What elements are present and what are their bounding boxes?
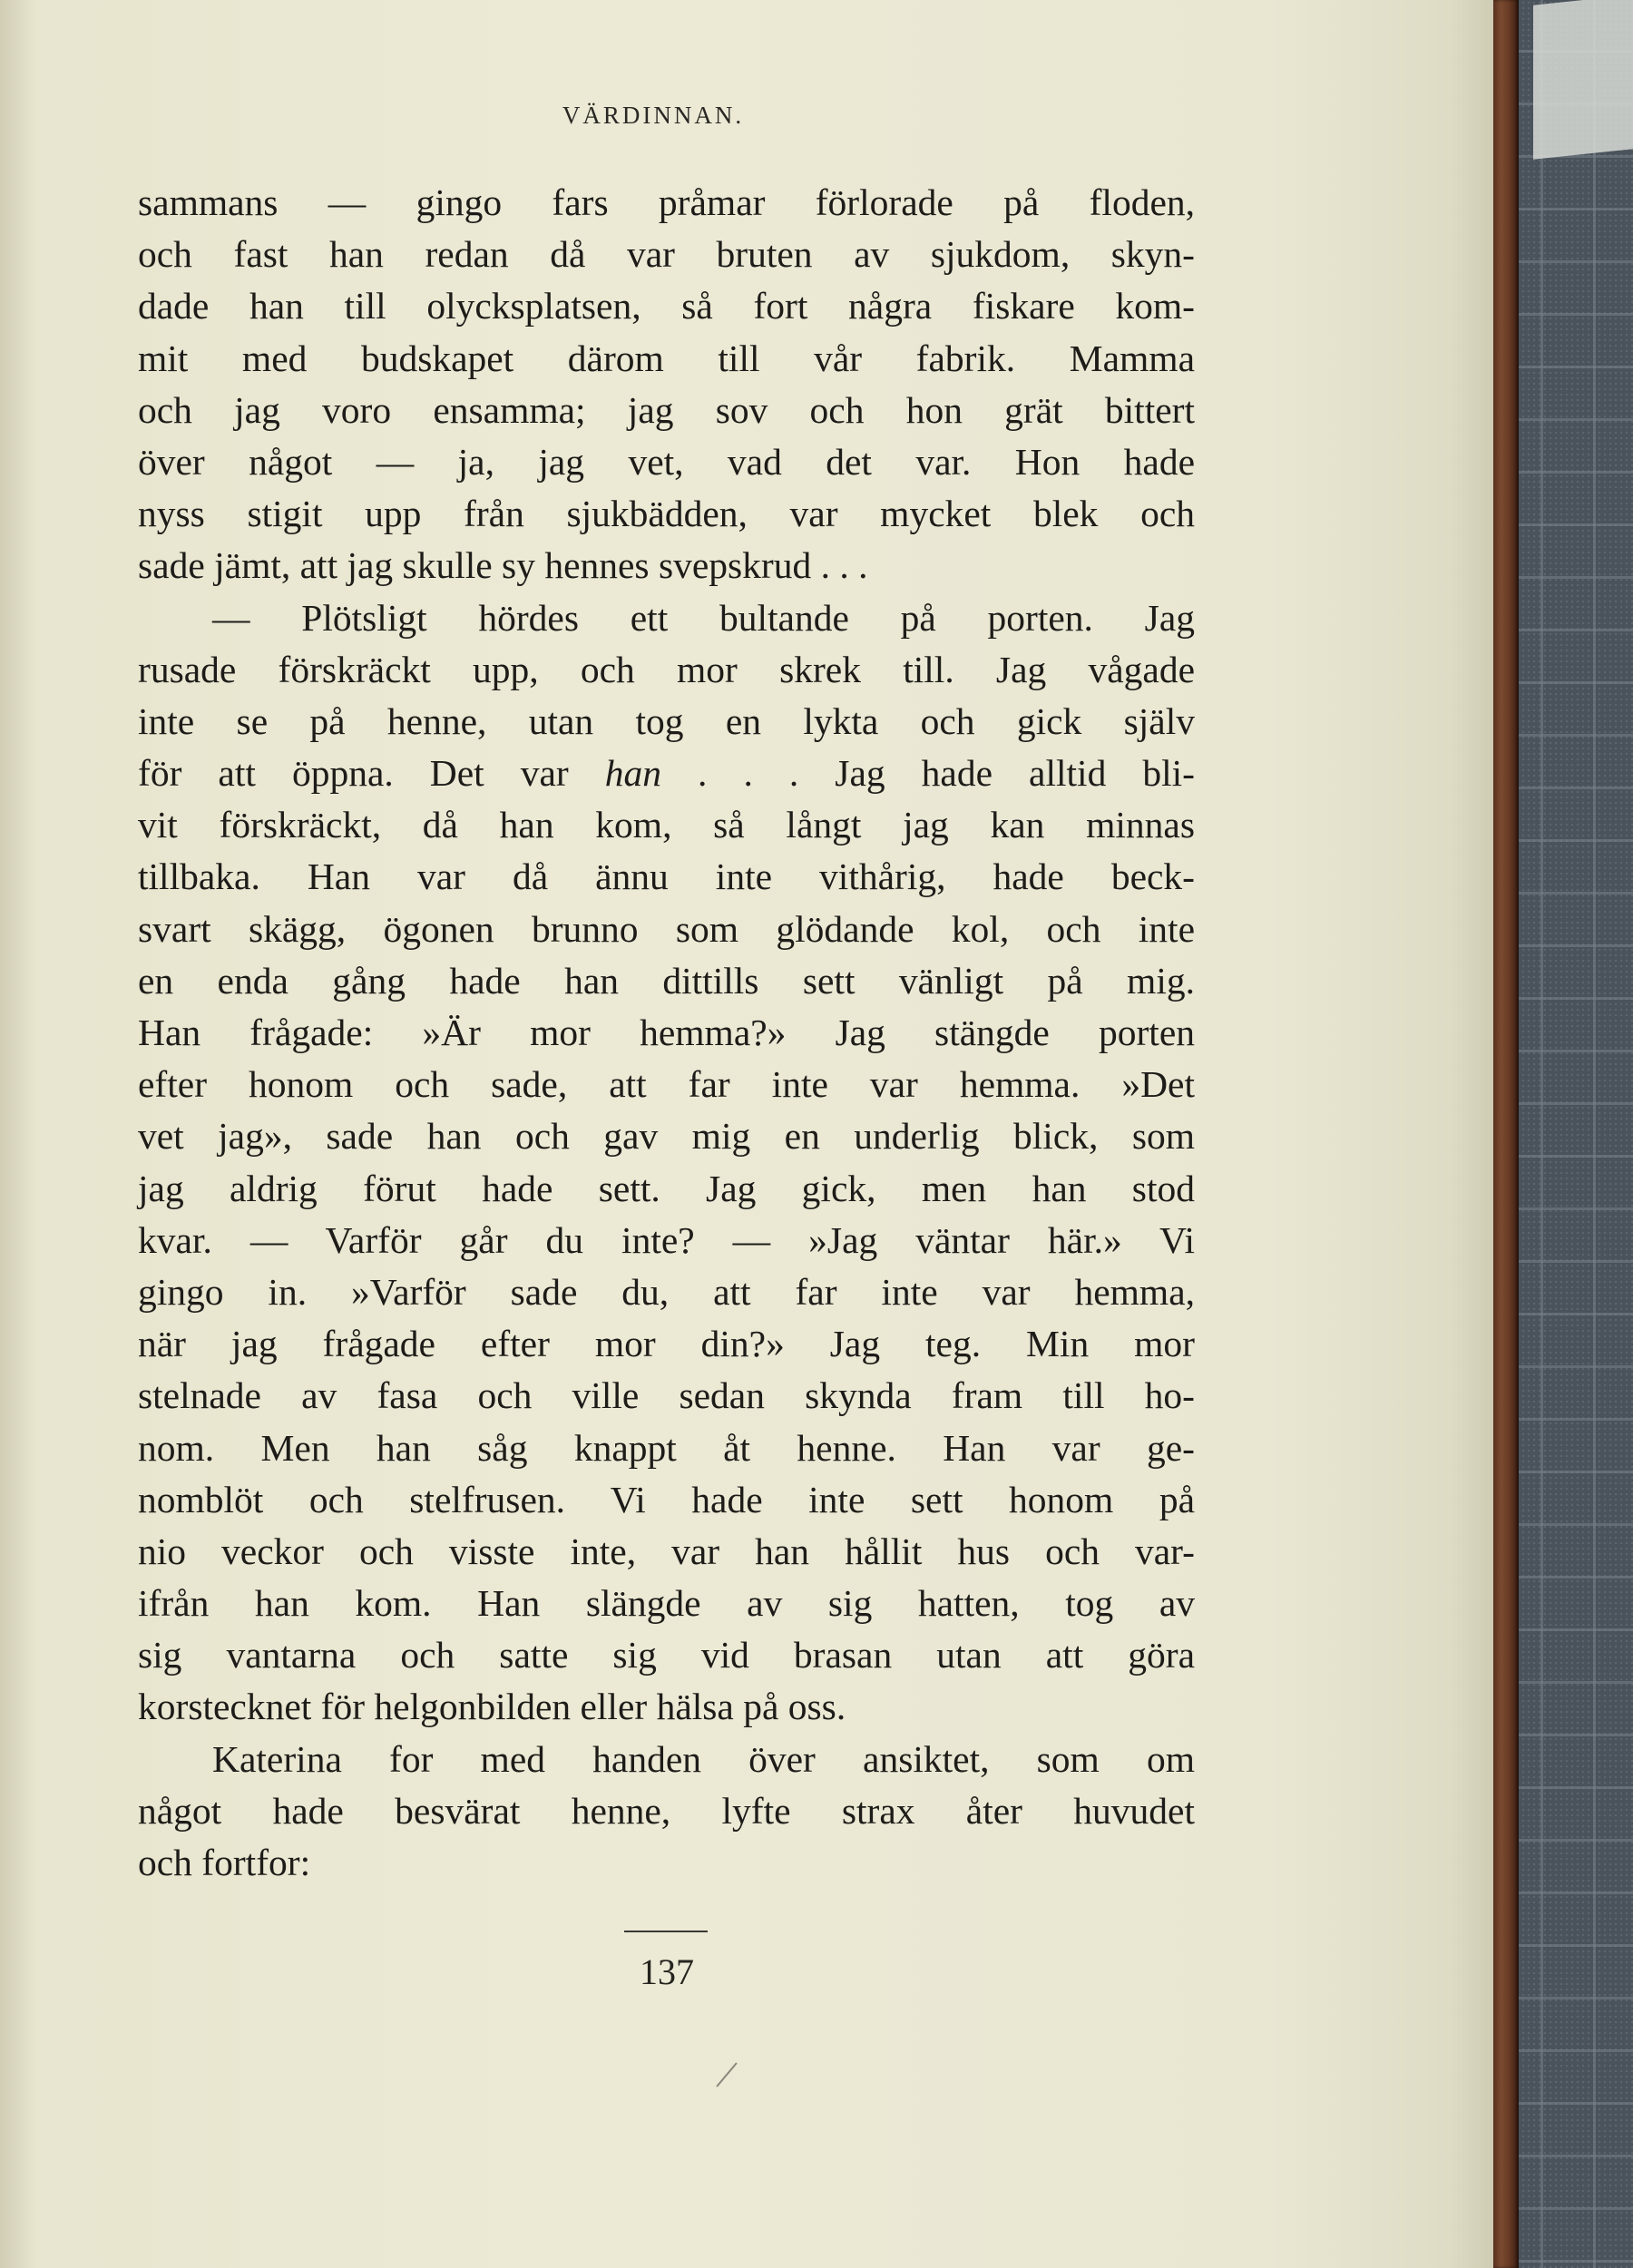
text-line: när jag frågade efter mor din?» Jag teg. Min mor — [138, 1323, 1195, 1365]
text-line: nom. Men han såg knappt åt henne. Han var ge- — [138, 1426, 1195, 1469]
tape-strip — [1533, 0, 1633, 160]
page-number: 137 — [640, 1951, 694, 1992]
text-line: och fast han redan då var bruten av sjukdom, skyn- — [138, 233, 1195, 276]
text-line: något hade besvärat henne, lyfte strax åter huvudet — [138, 1789, 1195, 1832]
text-line: dade han till olycksplatsen, så fort några fiskare kom- — [138, 285, 1195, 327]
text-line: nio veckor och visste inte, var han hållit hus och var- — [138, 1530, 1195, 1572]
text-line: och fortfor: — [138, 1842, 311, 1883]
page-gutter-shadow — [0, 0, 36, 2268]
text-line: korstecknet för helgonbilden eller hälsa på oss. — [138, 1686, 846, 1728]
text-line: svart skägg, ögonen brunno som glödande kol, och inte — [138, 907, 1195, 950]
text-line: gingo in. »Varför sade du, att far inte var hemma, — [138, 1270, 1195, 1313]
text-line: efter honom och sade, att far inte var hemma. »Det — [138, 1063, 1195, 1106]
text-line: nyss stigit upp från sjukbädden, var mycket blek och — [138, 493, 1195, 535]
text-line: mit med budskapet därom till vår fabrik. Mamma — [138, 337, 1195, 379]
text-line: tillbaka. Han var då ännu inte vithårig, hade beck- — [138, 855, 1195, 898]
text-line: för att öppna. Det var han . . . Jag hade alltid bli- — [138, 752, 1195, 795]
text-line: ifrån han kom. Han slängde av sig hatten, tog av — [138, 1582, 1195, 1625]
book-cover-edge — [1493, 0, 1519, 2268]
text-line: och jag voro ensamma; jag sov och hon grät bittert — [138, 388, 1195, 431]
text-line: sammans — gingo fars pråmar förlorade på floden, — [138, 181, 1195, 223]
text-line: Han frågade: »Är mor hemma?» Jag stängde porten — [138, 1012, 1195, 1053]
text-line: sade jämt, att jag skulle sy hennes svepskrud . . . — [138, 544, 868, 587]
text-line: över något — ja, jag vet, vad det var. Hon hade — [138, 440, 1195, 483]
text-line: sig vantarna och satte sig vid brasan utan att göra — [138, 1634, 1195, 1677]
text-line: vit förskräckt, då han kom, så långt jag kan minnas — [138, 804, 1195, 846]
text-line: jag aldrig förut hade sett. Jag gick, men han stod — [138, 1167, 1195, 1209]
text-line: Katerina for med handen över ansiktet, som om — [212, 1737, 1195, 1780]
text-line: nomblöt och stelfrusen. Vi hade inte sett honom på — [138, 1478, 1195, 1520]
text-line: — Plötsligt hördes ett bultande på porten. Jag — [212, 596, 1195, 639]
text-line: vet jag», sade han och gav mig en underlig blick, som — [138, 1115, 1195, 1158]
text-line: rusade förskräckt upp, och mor skrek till. Jag vågade — [138, 648, 1195, 690]
body-text — [138, 177, 1195, 1889]
text-line: en enda gång hade han dittills sett vänligt på mig. — [138, 959, 1195, 1002]
text-line: kvar. — Varför går du inte? — »Jag väntar här.» Vi — [138, 1218, 1195, 1261]
pencil-mark — [716, 2062, 737, 2087]
text-line: inte se på henne, utan tog en lykta och gick själv — [138, 699, 1195, 742]
footer-rule — [624, 1931, 708, 1932]
text-line: stelnade av fasa och ville sedan skynda fram till ho- — [138, 1374, 1195, 1417]
running-head: VÄRDINNAN. — [562, 102, 745, 129]
